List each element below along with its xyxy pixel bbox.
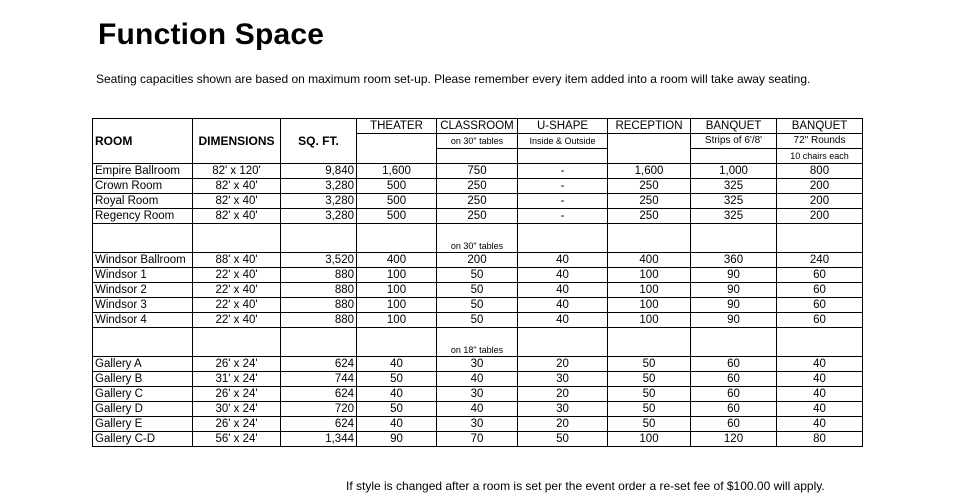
- spacer-cell: [518, 328, 608, 357]
- header-banquet-rounds-sub: 72" Rounds: [777, 134, 863, 149]
- cell-banquet-rounds: 40: [777, 357, 863, 372]
- cell-reception: 50: [608, 372, 691, 387]
- spacer-cell: [608, 328, 691, 357]
- cell-classroom: 250: [437, 179, 518, 194]
- cell-theater: 50: [357, 372, 437, 387]
- cell-classroom: 30: [437, 387, 518, 402]
- cell-theater: 50: [357, 402, 437, 417]
- cell-room: Gallery C: [93, 387, 193, 402]
- table-row: [93, 164, 863, 179]
- footer-note: If style is changed after a room is set per the event order a re-set fee of $100.00 will apply.: [346, 479, 825, 493]
- cell-dimensions: 26' x 24': [193, 417, 281, 432]
- cell-banquet-rounds: 240: [777, 253, 863, 268]
- cell-sqft: 720: [281, 402, 357, 417]
- cell-sqft: 744: [281, 372, 357, 387]
- cell-reception: 50: [608, 402, 691, 417]
- cell-banquet-rounds: 800: [777, 164, 863, 179]
- cell-ushape: -: [518, 194, 608, 209]
- cell-classroom: 50: [437, 298, 518, 313]
- cell-reception: 250: [608, 209, 691, 224]
- classroom-table-note: on 30" tables: [437, 224, 518, 253]
- spacer-row: [93, 224, 863, 253]
- spacer-cell: [281, 224, 357, 253]
- table-row: [93, 402, 863, 417]
- cell-reception: 1,600: [608, 164, 691, 179]
- header-ushape-sub: Inside & Outside: [518, 134, 608, 149]
- cell-dimensions: 82' x 40': [193, 209, 281, 224]
- header-classroom-sub: on 30" tables: [437, 134, 518, 149]
- cell-banquet-rounds: 60: [777, 283, 863, 298]
- cell-reception: 100: [608, 432, 691, 447]
- spacer-cell: [691, 328, 777, 357]
- cell-reception: 250: [608, 194, 691, 209]
- cell-ushape: -: [518, 209, 608, 224]
- header-banquet-strips-sub: Strips of 6'/8': [691, 134, 777, 149]
- table-row: [93, 417, 863, 432]
- cell-banquet-strips: 360: [691, 253, 777, 268]
- spacer-cell: [93, 224, 193, 253]
- spacer-cell: [691, 224, 777, 253]
- cell-sqft: 1,344: [281, 432, 357, 447]
- cell-room: Windsor 2: [93, 283, 193, 298]
- cell-sqft: 3,280: [281, 194, 357, 209]
- cell-room: Gallery A: [93, 357, 193, 372]
- cell-classroom: 50: [437, 283, 518, 298]
- cell-banquet-strips: 90: [691, 283, 777, 298]
- spacer-cell: [777, 328, 863, 357]
- cell-banquet-strips: 325: [691, 194, 777, 209]
- header-dimensions: DIMENSIONS: [193, 119, 281, 164]
- cell-ushape: 40: [518, 313, 608, 328]
- cell-reception: 100: [608, 268, 691, 283]
- table-row: [93, 387, 863, 402]
- cell-theater: 100: [357, 298, 437, 313]
- cell-ushape: 30: [518, 372, 608, 387]
- cell-banquet-strips: 60: [691, 417, 777, 432]
- cell-banquet-strips: 325: [691, 209, 777, 224]
- header-theater-sub: [357, 134, 437, 164]
- cell-room: Windsor 4: [93, 313, 193, 328]
- cell-reception: 50: [608, 387, 691, 402]
- cell-dimensions: 82' x 120': [193, 164, 281, 179]
- table-row: [93, 179, 863, 194]
- cell-sqft: 880: [281, 268, 357, 283]
- header-reception: RECEPTION: [608, 119, 691, 134]
- cell-banquet-rounds: 80: [777, 432, 863, 447]
- cell-room: Windsor 1: [93, 268, 193, 283]
- cell-dimensions: 56' x 24': [193, 432, 281, 447]
- table-row: [93, 313, 863, 328]
- cell-theater: 40: [357, 387, 437, 402]
- cell-dimensions: 82' x 40': [193, 194, 281, 209]
- cell-classroom: 30: [437, 357, 518, 372]
- cell-dimensions: 26' x 24': [193, 357, 281, 372]
- cell-theater: 100: [357, 283, 437, 298]
- header-banquet-strips: BANQUET: [691, 119, 777, 134]
- cell-banquet-strips: 60: [691, 372, 777, 387]
- cell-banquet-rounds: 40: [777, 402, 863, 417]
- cell-sqft: 624: [281, 417, 357, 432]
- page-title: Function Space: [98, 18, 325, 51]
- cell-classroom: 70: [437, 432, 518, 447]
- cell-sqft: 880: [281, 283, 357, 298]
- cell-room: Royal Room: [93, 194, 193, 209]
- cell-dimensions: 31' x 24': [193, 372, 281, 387]
- cell-ushape: 40: [518, 253, 608, 268]
- spacer-cell: [357, 224, 437, 253]
- cell-sqft: 880: [281, 313, 357, 328]
- cell-classroom: 50: [437, 313, 518, 328]
- cell-banquet-strips: 60: [691, 387, 777, 402]
- cell-classroom: 250: [437, 194, 518, 209]
- cell-theater: 500: [357, 194, 437, 209]
- cell-banquet-rounds: 200: [777, 179, 863, 194]
- header-theater: THEATER: [357, 119, 437, 134]
- cell-room: Windsor Ballroom: [93, 253, 193, 268]
- cell-classroom: 30: [437, 417, 518, 432]
- cell-banquet-rounds: 60: [777, 268, 863, 283]
- classroom-table-note: on 18" tables: [437, 328, 518, 357]
- cell-banquet-strips: 90: [691, 298, 777, 313]
- cell-banquet-rounds: 40: [777, 372, 863, 387]
- cell-theater: 400: [357, 253, 437, 268]
- spacer-cell: [193, 328, 281, 357]
- header-classroom: CLASSROOM: [437, 119, 518, 134]
- spacer-cell: [518, 224, 608, 253]
- cell-classroom: 50: [437, 268, 518, 283]
- cell-ushape: 40: [518, 283, 608, 298]
- cell-reception: 400: [608, 253, 691, 268]
- cell-banquet-rounds: 40: [777, 417, 863, 432]
- table-row: [93, 298, 863, 313]
- cell-theater: 1,600: [357, 164, 437, 179]
- function-space-table: [92, 118, 863, 447]
- cell-banquet-rounds: 60: [777, 298, 863, 313]
- table-row: [93, 432, 863, 447]
- header-banquet-strips-sub2: [691, 149, 777, 164]
- cell-theater: 500: [357, 179, 437, 194]
- cell-banquet-strips: 60: [691, 402, 777, 417]
- spacer-cell: [608, 224, 691, 253]
- header-row-1: [93, 119, 863, 134]
- cell-banquet-rounds: 200: [777, 194, 863, 209]
- cell-dimensions: 30' x 24': [193, 402, 281, 417]
- header-ushape: U-SHAPE: [518, 119, 608, 134]
- cell-sqft: 624: [281, 387, 357, 402]
- cell-dimensions: 88' x 40': [193, 253, 281, 268]
- cell-banquet-strips: 90: [691, 268, 777, 283]
- cell-dimensions: 22' x 40': [193, 298, 281, 313]
- cell-room: Crown Room: [93, 179, 193, 194]
- cell-ushape: 50: [518, 432, 608, 447]
- cell-room: Gallery B: [93, 372, 193, 387]
- header-banquet-rounds: BANQUET: [777, 119, 863, 134]
- cell-sqft: 3,520: [281, 253, 357, 268]
- spacer-cell: [357, 328, 437, 357]
- header-ushape-sub2: [518, 149, 608, 164]
- table-row: [93, 194, 863, 209]
- cell-room: Regency Room: [93, 209, 193, 224]
- spacer-row: [93, 328, 863, 357]
- spacer-cell: [777, 224, 863, 253]
- cell-reception: 100: [608, 298, 691, 313]
- cell-banquet-strips: 60: [691, 357, 777, 372]
- cell-room: Empire Ballroom: [93, 164, 193, 179]
- cell-classroom: 200: [437, 253, 518, 268]
- cell-sqft: 880: [281, 298, 357, 313]
- cell-banquet-strips: 120: [691, 432, 777, 447]
- cell-room: Gallery C-D: [93, 432, 193, 447]
- cell-ushape: -: [518, 179, 608, 194]
- header-classroom-sub2: [437, 149, 518, 164]
- cell-sqft: 9,840: [281, 164, 357, 179]
- cell-banquet-strips: 325: [691, 179, 777, 194]
- header-reception-sub: [608, 134, 691, 164]
- table-row: [93, 372, 863, 387]
- table-row: [93, 357, 863, 372]
- cell-dimensions: 22' x 40': [193, 313, 281, 328]
- cell-ushape: 40: [518, 268, 608, 283]
- table-row: [93, 209, 863, 224]
- cell-dimensions: 22' x 40': [193, 283, 281, 298]
- cell-room: Windsor 3: [93, 298, 193, 313]
- cell-dimensions: 22' x 40': [193, 268, 281, 283]
- page-subtitle: Seating capacities shown are based on maximum room set-up. Please remember every item added into a room will take away seating.: [96, 72, 811, 86]
- cell-banquet-strips: 90: [691, 313, 777, 328]
- cell-room: Gallery D: [93, 402, 193, 417]
- cell-sqft: 3,280: [281, 179, 357, 194]
- cell-sqft: 624: [281, 357, 357, 372]
- cell-reception: 50: [608, 357, 691, 372]
- table-row: [93, 268, 863, 283]
- spacer-cell: [193, 224, 281, 253]
- cell-ushape: 40: [518, 298, 608, 313]
- cell-reception: 100: [608, 283, 691, 298]
- cell-banquet-rounds: 60: [777, 313, 863, 328]
- cell-banquet-rounds: 40: [777, 387, 863, 402]
- cell-reception: 250: [608, 179, 691, 194]
- spacer-cell: [281, 328, 357, 357]
- cell-banquet-rounds: 200: [777, 209, 863, 224]
- table-row: [93, 283, 863, 298]
- cell-sqft: 3,280: [281, 209, 357, 224]
- header-banquet-rounds-sub2: 10 chairs each: [777, 149, 863, 164]
- header-room: ROOM: [93, 119, 193, 164]
- cell-ushape: 20: [518, 417, 608, 432]
- cell-ushape: 30: [518, 402, 608, 417]
- cell-classroom: 40: [437, 372, 518, 387]
- cell-reception: 100: [608, 313, 691, 328]
- header-sqft: SQ. FT.: [281, 119, 357, 164]
- cell-banquet-strips: 1,000: [691, 164, 777, 179]
- cell-dimensions: 82' x 40': [193, 179, 281, 194]
- cell-room: Gallery E: [93, 417, 193, 432]
- cell-classroom: 750: [437, 164, 518, 179]
- cell-ushape: 20: [518, 357, 608, 372]
- cell-theater: 500: [357, 209, 437, 224]
- cell-classroom: 40: [437, 402, 518, 417]
- cell-theater: 100: [357, 313, 437, 328]
- cell-theater: 40: [357, 357, 437, 372]
- cell-theater: 90: [357, 432, 437, 447]
- cell-theater: 40: [357, 417, 437, 432]
- table-row: [93, 253, 863, 268]
- cell-theater: 100: [357, 268, 437, 283]
- cell-reception: 50: [608, 417, 691, 432]
- cell-dimensions: 26' x 24': [193, 387, 281, 402]
- cell-ushape: -: [518, 164, 608, 179]
- cell-ushape: 20: [518, 387, 608, 402]
- spacer-cell: [93, 328, 193, 357]
- cell-classroom: 250: [437, 209, 518, 224]
